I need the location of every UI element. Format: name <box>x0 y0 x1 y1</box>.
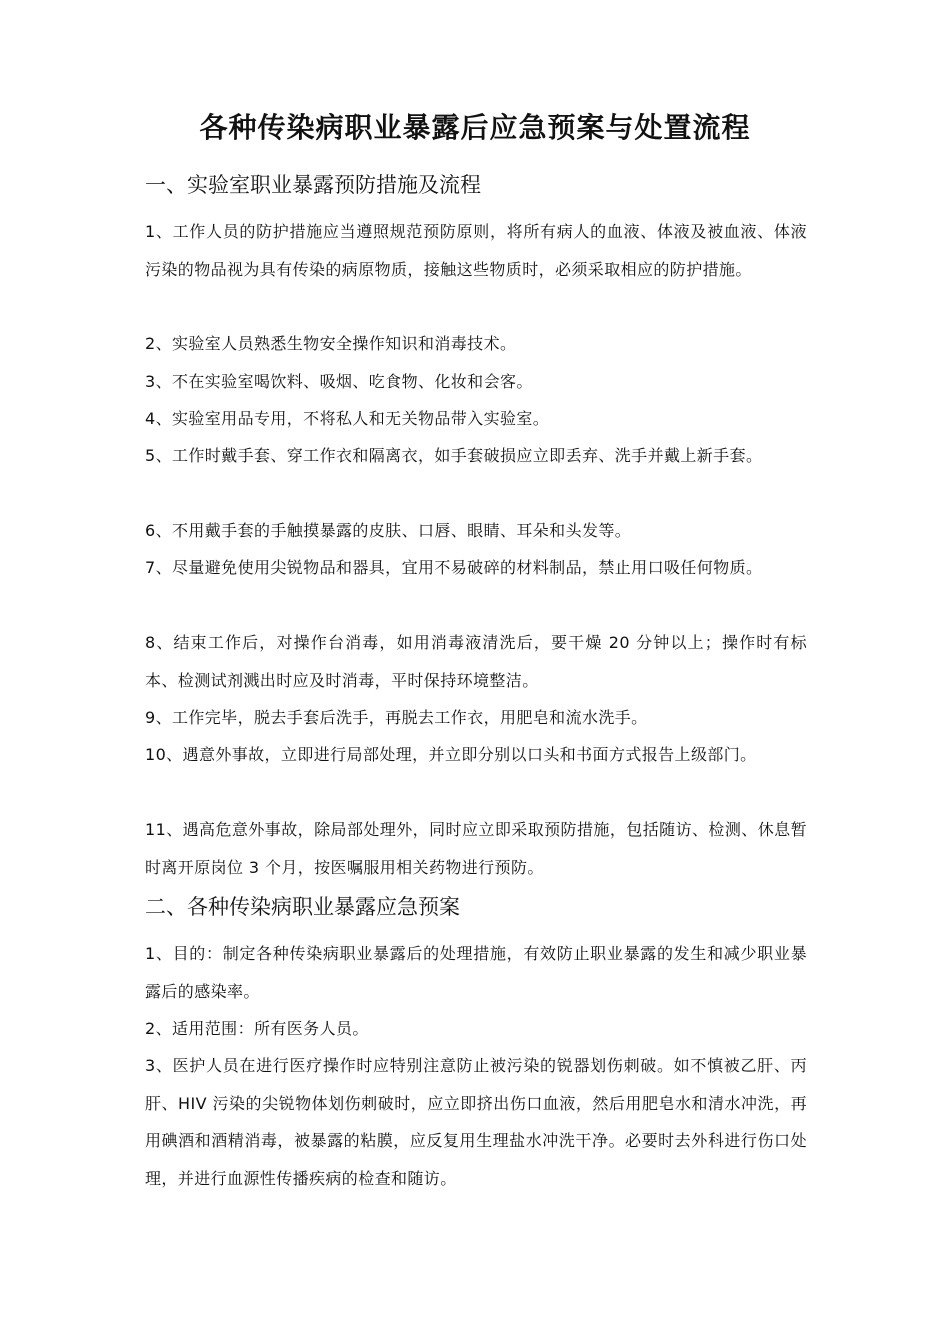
paragraph-item: 10、遇意外事故，立即进行局部处理，并立即分别以口头和书面方式报告上级部门。 <box>145 745 757 764</box>
paragraph-item: 1、目的：制定各种传染病职业暴露后的处理措施，有效防止职业暴露的发生和减少职业暴露后的感染率。 <box>145 944 807 1001</box>
paragraph-item: 3、医护人员在进行医疗操作时应特别注意防止被污染的锐器划伤刺破。如不慎被乙肝、丙肝、HIV 污染的尖锐物体划伤刺破时，应立即挤出伤口血液，然后用肥皂水和清水冲洗，再用碘酒和酒精消毒，被暴露的粘膜，应反复用生理盐水冲洗干净。必要时去外科进行伤口处理，并进行血源性传播疾病的检查和随访。 <box>145 1056 807 1188</box>
paragraph-item: 8、结束工作后，对操作台消毒，如用消毒液清洗后，要干燥 20 分钟以上；操作时有标本、检测试剂溅出时应及时消毒，平时保持环境整洁。 <box>145 633 807 690</box>
paragraph-item: 2、适用范围：所有医务人员。 <box>145 1019 369 1038</box>
paragraph-item: 11、遇高危意外事故，除局部处理外，同时应立即采取预防措施，包括随访、检测、休息暂时离开原岗位 3 个月，按医嘱服用相关药物进行预防。 <box>145 820 807 877</box>
document-title: 各种传染病职业暴露后应急预案与处置流程 <box>199 111 751 144</box>
paragraph-item: 2、实验室人员熟悉生物安全操作知识和消毒技术。 <box>145 334 517 353</box>
paragraph-item: 3、不在实验室喝饮料、吸烟、吃食物、化妆和会客。 <box>145 372 533 391</box>
section-heading-emergency-plan: 二、各种传染病职业暴露应急预案 <box>145 895 460 919</box>
paragraph-item: 9、工作完毕，脱去手套后洗手，再脱去工作衣，用肥皂和流水洗手。 <box>145 708 648 727</box>
paragraph-item: 5、工作时戴手套、穿工作衣和隔离衣，如手套破损应立即丢弃、洗手并戴上新手套。 <box>145 446 763 465</box>
paragraph-item: 7、尽量避免使用尖锐物品和器具，宜用不易破碎的材料制品，禁止用口吸任何物质。 <box>145 558 763 577</box>
paragraph-item: 6、不用戴手套的手触摸暴露的皮肤、口唇、眼睛、耳朵和头发等。 <box>145 521 632 540</box>
paragraph-item: 1、工作人员的防护措施应当遵照规范预防原则，将所有病人的血液、体液及被血液、体液污染的物品视为具有传染的病原物质，接触这些物质时，必须采取相应的防护措施。 <box>145 222 807 279</box>
paragraph-item: 4、实验室用品专用，不将私人和无关物品带入实验室。 <box>145 409 550 428</box>
section-heading-lab-prevention: 一、实验室职业暴露预防措施及流程 <box>145 173 481 197</box>
